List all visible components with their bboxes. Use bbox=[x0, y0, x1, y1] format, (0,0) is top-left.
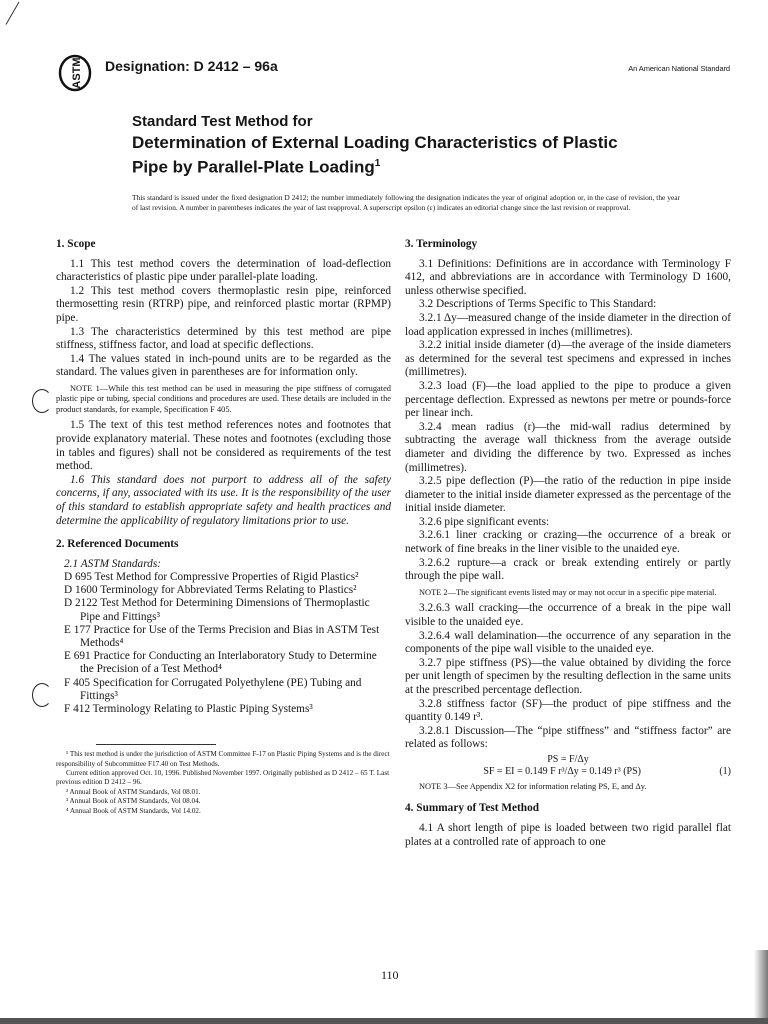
paragraph-1-3: 1.3 The characteristics determined by this test method are pipe stiffness, stiffness factor, and load at specific deflections. bbox=[56, 325, 391, 352]
footnote: ⁴ Annual Book of ASTM Standards, Vol 14.02. bbox=[66, 806, 201, 815]
left-column bbox=[56, 238, 391, 816]
document-title bbox=[132, 112, 692, 178]
page-number: 110 bbox=[381, 968, 399, 982]
equation-line-1: PS = F/Δy bbox=[547, 753, 589, 765]
paragraph-3-2-8: 3.2.8 stiffness factor (SF)—the product of pipe stiffness and the quantity 0.149 r³. bbox=[405, 697, 731, 724]
paragraph-3-2-6-4: 3.2.6.4 wall delamination—the occurrence of any separation in the components of the pipe wall visible to the unaided eye. bbox=[405, 629, 731, 656]
paragraph-1-6: 1.6 This standard does not purport to address all of the safety concerns, if any, associated with its use. It is the responsibility of the user of this standard to establish appropriate safety and health practices and determine the applicability of regulatory limitations prior to use. bbox=[56, 473, 391, 527]
title-line-2: Determination of External Loading Characteristics of Plastic bbox=[132, 133, 618, 152]
title-line-1: Standard Test Method for bbox=[132, 113, 313, 130]
paragraph-3-2-1: 3.2.1 Δy—measured change of the inside diameter in the direction of load application expressed in inches (millimetres). bbox=[405, 311, 731, 338]
punch-hole-mark bbox=[32, 683, 52, 707]
footnote-rule bbox=[96, 744, 216, 745]
reference-list bbox=[56, 558, 391, 716]
paragraph-3-2: 3.2 Descriptions of Terms Specific to This Standard: bbox=[419, 298, 657, 311]
national-standard-label: An American National Standard bbox=[628, 64, 730, 73]
scan-bottom-edge bbox=[0, 1018, 768, 1024]
reference-item: E 691 Practice for Conducting an Interlaboratory Study to Determine the Precision of a Test Method⁴ bbox=[64, 650, 377, 676]
section-scope-heading: 1. Scope bbox=[56, 238, 96, 250]
note-3: NOTE 3—See Appendix X2 for information relating PS, E, and Δy. bbox=[419, 781, 647, 791]
paragraph-1-4: 1.4 The values stated in inch-pound units are to be regarded as the standard. The values given in parentheses are for information only. bbox=[56, 352, 391, 379]
equation-line-2: SF = EI = 0.149 F r³/Δy = 0.149 r³ (PS) bbox=[483, 765, 642, 777]
logo-text: ASTM bbox=[71, 57, 83, 89]
paragraph-3-2-6-1: 3.2.6.1 liner cracking or crazing—the occurrence of a break or network of fine breaks in the liner visible to the unaided eye. bbox=[405, 529, 731, 556]
paragraph-4-1: 4.1 A short length of pipe is loaded between two rigid parallel flat plates at a controlled rate of approach to one bbox=[405, 821, 731, 848]
paragraph-3-2-6: 3.2.6 pipe significant events: bbox=[419, 515, 550, 528]
reference-subheading: 2.1 ASTM Standards: bbox=[64, 557, 161, 570]
footnote: ² Annual Book of ASTM Standards, Vol 08.01. bbox=[66, 787, 201, 796]
astm-logo bbox=[52, 54, 98, 92]
footnotes bbox=[56, 750, 391, 816]
scan-edge-shadow bbox=[754, 950, 768, 1024]
paragraph-1-5: 1.5 The text of this test method references notes and footnotes that provide explanatory material. These notes and footnotes (excluding those in tables and figures) shall not be considered as requirements of the test method. bbox=[56, 419, 391, 473]
paragraph-1-2: 1.2 This test method covers thermoplastic resin pipe, reinforced thermosetting resin (RTRP) pipe, and reinforced plastic mortar (RPMP) pipe. bbox=[56, 284, 391, 324]
footnote: Current edition approved Oct. 10, 1996. Published November 1997. Originally published as D 2412 – 65 T. Last previous edition D 2412 – 96. bbox=[56, 769, 390, 787]
section-terminology-heading: 3. Terminology bbox=[405, 238, 478, 250]
paragraph-3-2-5: 3.2.5 pipe deflection (P)—the ratio of the reduction in pipe inside diameter to the initial inside diameter expressed as the percentage of the initial inside diameter. bbox=[405, 475, 731, 515]
section-summary-heading: 4. Summary of Test Method bbox=[405, 802, 539, 815]
paragraph-3-2-3: 3.2.3 load (F)—the load applied to the pipe to produce a given percentage deflection. Expressed as newtons per metre or pounds-force per linear inch. bbox=[405, 379, 731, 420]
paragraph-3-2-8-1: 3.2.8.1 Discussion—The “pipe stiffness” and “stiffness factor” are related as follows: bbox=[405, 724, 731, 751]
paragraph-3-1: 3.1 Definitions: Definitions are in accordance with Terminology F 412, and abbreviations are in accordance with Terminology D 1600, unless otherwise specified. bbox=[405, 257, 731, 297]
paragraph-3-2-2: 3.2.2 initial inside diameter (d)—the average of the inside diameters as determined for the several test specimens and expressed in inches (millimetres). bbox=[405, 339, 731, 379]
paragraph-3-2-7: 3.2.7 pipe stiffness (PS)—the value obtained by dividing the force per unit length of specimen by the resulting deflection in the same units at the prescribed percentage deflection. bbox=[405, 656, 731, 696]
footnote: ¹ This test method is under the jurisdiction of ASTM Committee F-17 on Plastic Piping Systems and is the direct responsibility of Subcommittee F17.40 on Test Methods. bbox=[56, 750, 390, 768]
equation-1 bbox=[405, 754, 731, 778]
paragraph-3-2-4: 3.2.4 mean radius (r)—the mid-wall radius determined by subtracting the average wall thickness from the average outside diameter and dividing the difference by two. Expressed as inches (millimetres). bbox=[405, 420, 731, 474]
right-column bbox=[405, 238, 731, 849]
paragraph-1-1: 1.1 This test method covers the determination of load-deflection characteristics of plastic pipe under parallel-plate loading. bbox=[56, 257, 391, 284]
reference-item: F 405 Specification for Corrugated Polyethylene (PE) Tubing and Fittings³ bbox=[64, 676, 362, 702]
reference-item: D 695 Test Method for Compressive Properties of Rigid Plastics² bbox=[64, 570, 359, 583]
paragraph-3-2-6-3: 3.2.6.3 wall cracking—the occurrence of a break in the pipe wall visible to the unaided eye. bbox=[405, 602, 731, 628]
scan-mark bbox=[6, 2, 20, 25]
title-footnote-mark: 1 bbox=[374, 158, 381, 169]
reference-item: F 412 Terminology Relating to Plastic Piping Systems³ bbox=[64, 703, 313, 716]
reference-item: D 1600 Terminology for Abbreviated Terms Relating to Plastics² bbox=[64, 584, 357, 597]
title-line-3: Pipe by Parallel-Plate Loading bbox=[132, 157, 375, 177]
section-references-heading: 2. Referenced Documents bbox=[56, 538, 179, 551]
paragraph-3-2-6-2: 3.2.6.2 rupture—a crack or break extending entirely or partly through the pipe wall. bbox=[405, 556, 731, 583]
equation-number: (1) bbox=[719, 765, 731, 777]
standard-notice: This standard is issued under the fixed designation D 2412; the number immediately following the designation indicates the year of original adoption or, in the case of revision, the year of last revision. A number in parentheses indicates the year of last reapproval. A superscript epsilon (ε) indicates an editorial change since the last revision or reapproval. bbox=[132, 193, 680, 212]
reference-item: E 177 Practice for Use of the Terms Precision and Bias in ASTM Test Methods⁴ bbox=[64, 623, 380, 649]
reference-item: D 2122 Test Method for Determining Dimensions of Thermoplastic Pipe and Fittings³ bbox=[64, 597, 370, 623]
punch-hole-mark bbox=[32, 389, 52, 413]
footnote: ³ Annual Book of ASTM Standards, Vol 08.04. bbox=[66, 797, 201, 806]
note-1: NOTE 1—While this test method can be used in measuring the pipe stiffness of corrugated plastic pipe or tubing, special conditions and procedures are used. These details are included in the product standards, for example, Specification F 405. bbox=[56, 383, 391, 414]
designation: Designation: D 2412 – 96a bbox=[105, 58, 278, 74]
note-2: NOTE 2—The significant events listed may or may not occur in a specific pipe material. bbox=[419, 587, 717, 597]
